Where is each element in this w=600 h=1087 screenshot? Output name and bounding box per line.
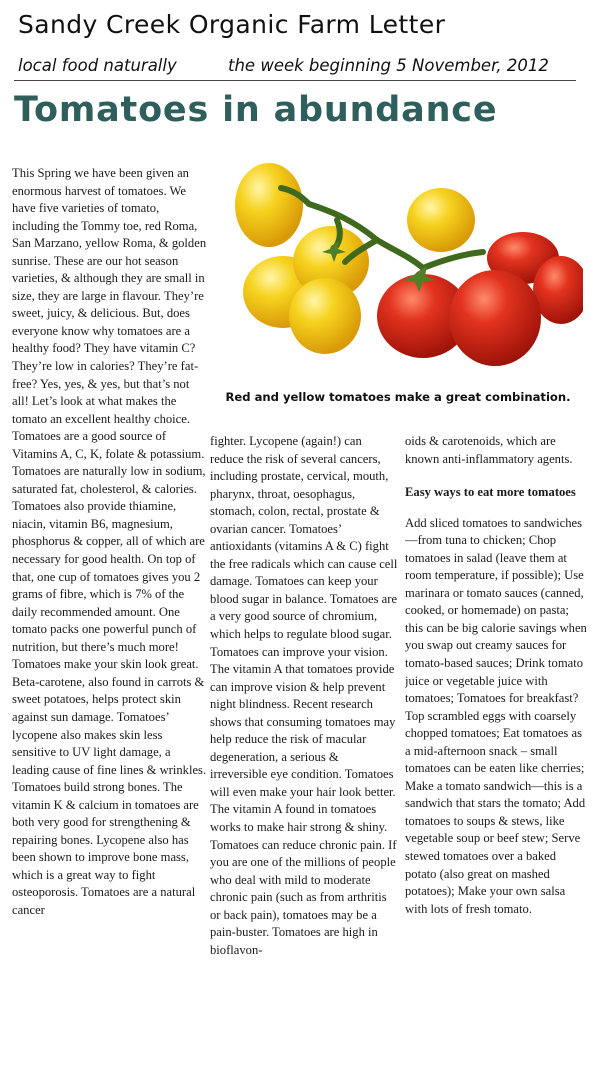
red-tomato bbox=[449, 270, 541, 366]
newsletter-title: Sandy Creek Organic Farm Letter bbox=[18, 10, 446, 39]
column-3-text: Add sliced tomatoes to sandwiches—from tuna to chicken; Chop tomatoes in salad (leave them at room temperature, if possible); Use marinara or tomato sauces (canned, cooked, or homemade) on pasta; this can be big calorie savings when you swap out creamy sauces for tomato-based sauces; Drink tomato juice or vegetable juice with tomatoes; Tomatoes for breakfast? Top scrambled eggs with coarsely chopped tomatoes; Eat tomatoes as a mid-afternoon snack – small tomatoes can be eaten like cherries; Make a tomato sandwich—this is a sandwich that stars the tomato; Add tomatoes to soups & stews, like vegetable soup or beef stew; Serve stewed tomatoes over a baked potato (also great on mashed potatoes); Make your own salsa with lots of fresh tomato. bbox=[405, 515, 587, 916]
section-subheading: Easy ways to eat more tomatoes bbox=[405, 485, 576, 500]
tomatoes-illustration bbox=[213, 150, 583, 382]
yellow-tomato bbox=[235, 163, 303, 247]
column-1-text: This Spring we have been given an enormous harvest of tomatoes. We have five varieties of tomato, including the Tommy toe, red Roma, San Marzano, yellow Roma, & golden sunrise. These are our hot season varieties, & although they are small in size, they are large in flavour. They’re sweet, juicy, & delicious. But, does everyone know why tomatoes are a healthy food? They have vitamin C? They’re low in calories? They’re fat-free? Yes, yes, & yes, but that’s not all! Let’s look at what makes the tomato an excellent healthy choice. Tomatoes are a good source of Vitamins A, C, K, folate & potassium. Tomatoes are naturally low in sodium, saturated fat, cholesterol, & calories. Tomatoes also provide thiamine, niacin, vitamin B6, magnesium, phosphorus & copper, all of which are necessary for good health. On top of that, one cup of tomatoes gives you 2 grams of fibre, which is 7% of the daily recommended amount. One tomato packs one powerful punch of nutrition, but there’s much more! Tomatoes make your skin look great. Beta-carotene, also found in carrots & sweet potatoes, helps protect skin against sun damage. Tomatoes’ lycopene also makes skin less sensitive to UV light damage, a leading cause of fine lines & wrinkles. Tomatoes build strong bones. The vitamin K & calcium in tomatoes are both very good for strengthening & repairing bones. Lycopene also has been shown to improve bone mass, which is a great way to fight osteoporosis. Tomatoes are a natural cancer bbox=[12, 166, 207, 917]
column-2-text: fighter. Lycopene (again!) can reduce the risk of several cancers, including prostate, cervical, mouth, pharynx, throat, oesophagus, stomach, colon, rectal, prostate & ovarian cancer. Tomatoes’ antioxidants (vitamins A & C) fight the free radicals which can cause cell damage. Tomatoes can keep your blood sugar in balance. Tomatoes are a very good source of chromium, which helps to regulate blood sugar. Tomatoes can improve your vision. The vitamin A that tomatoes provide can improve vision & help prevent night blindness. Recent research shows that consuming tomatoes may help reduce the risk of macular degeneration, a serious & irreversible eye condition. Tomatoes will even make your hair look better. The vitamin A found in tomatoes works to make hair strong & shiny. Tomatoes can reduce chronic pain. If you are one of the millions of people who deal with mild to moderate chronic pain (such as from arthritis or back pain), tomatoes may be a pain-buster. Tomatoes are high in bioflavon- bbox=[210, 434, 398, 957]
tomatoes-photo bbox=[213, 150, 583, 382]
yellow-tomato bbox=[407, 188, 475, 252]
photo-caption: Red and yellow tomatoes make a great combination. bbox=[225, 390, 571, 404]
article-column-3 bbox=[405, 433, 590, 1033]
article-column-1 bbox=[12, 165, 208, 1060]
article-headline: Tomatoes in abundance bbox=[14, 90, 498, 130]
article-column-2 bbox=[210, 433, 398, 1063]
tagline: local food naturally bbox=[18, 56, 177, 75]
yellow-tomato bbox=[289, 278, 361, 354]
issue-date: the week beginning 5 November, 2012 bbox=[228, 56, 549, 75]
masthead-divider bbox=[14, 80, 576, 81]
column-3-intro: oids & carotenoids, which are known anti-inflammatory agents. bbox=[405, 434, 573, 466]
